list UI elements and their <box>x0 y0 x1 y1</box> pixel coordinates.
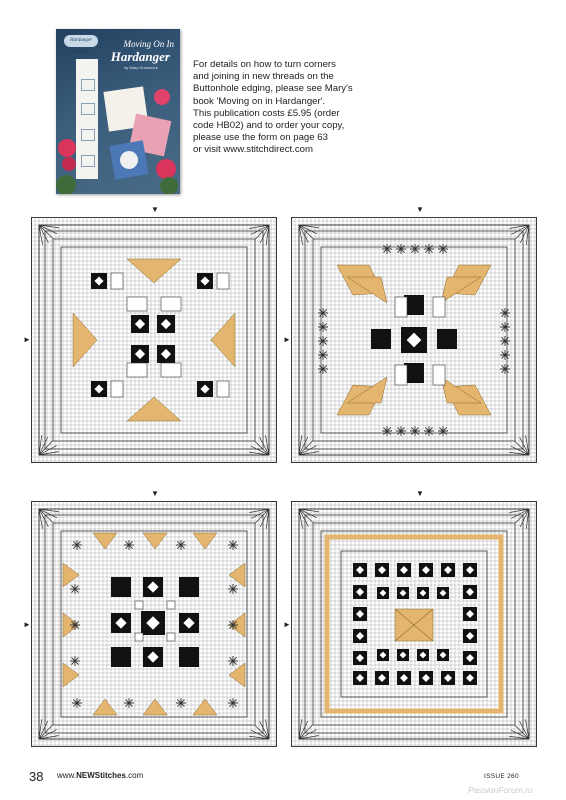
kloster-block <box>179 577 199 597</box>
leaf-decoration <box>160 177 178 194</box>
eyelet-stitch <box>176 698 186 708</box>
chart-frame <box>32 218 277 463</box>
watermark: PassionForum.ru <box>468 785 533 795</box>
white-block <box>127 363 147 377</box>
white-block <box>395 365 407 385</box>
hardanger-chart-2 <box>291 217 537 463</box>
eyelet-stitch <box>124 540 134 550</box>
eyelet-stitch <box>318 308 328 318</box>
eyelet-stitch <box>500 364 510 374</box>
book-title-line1: Moving On In <box>123 39 174 49</box>
eyelet-stitch <box>228 540 238 550</box>
center-marker-left-2: ► <box>283 335 291 344</box>
book-cover-image <box>56 29 180 194</box>
eyelet-stitch <box>424 244 434 254</box>
white-block <box>217 273 229 289</box>
book-author: by Mary Dunsmore <box>124 65 158 70</box>
flower-decoration <box>62 157 76 171</box>
url-brand: NEWStitches <box>76 771 126 780</box>
issue-label: ISSUE 260 <box>484 773 519 780</box>
eyelet-stitch <box>318 364 328 374</box>
eyelet-stitch <box>500 350 510 360</box>
white-block <box>135 601 143 609</box>
white-block <box>167 601 175 609</box>
kloster-block <box>111 647 131 667</box>
chart-graphic <box>31 217 277 463</box>
white-block <box>433 297 445 317</box>
eyelet-stitch <box>382 426 392 436</box>
eyelet-stitch <box>410 426 420 436</box>
eyelet-stitch <box>228 620 238 630</box>
chart-graphic <box>291 501 537 747</box>
eyelet-stitch <box>438 244 448 254</box>
white-block <box>167 633 175 641</box>
eyelet-stitch <box>176 540 186 550</box>
eyelet-stitch <box>500 308 510 318</box>
hardanger-chart-4 <box>291 501 537 747</box>
white-block <box>161 363 181 377</box>
white-block <box>111 381 123 397</box>
flower-decoration <box>156 159 176 179</box>
coaster-blue <box>109 140 148 179</box>
eyelet-stitch <box>424 426 434 436</box>
eyelet-stitch <box>72 540 82 550</box>
chart-graphic <box>31 501 277 747</box>
kloster-block <box>437 329 457 349</box>
url-prefix: www. <box>57 771 77 780</box>
eyelet-stitch <box>318 322 328 332</box>
center-marker-top-2: ▼ <box>416 205 424 214</box>
eyelet-stitch <box>70 584 80 594</box>
eyelet-stitch <box>396 426 406 436</box>
kloster-block <box>371 329 391 349</box>
center-marker-top-4: ▼ <box>416 489 424 498</box>
eyelet-stitch <box>500 336 510 346</box>
eyelet-stitch <box>228 656 238 666</box>
eyelet-stitch <box>438 426 448 436</box>
center-marker-top-1: ▼ <box>151 205 159 214</box>
hardanger-chart-3 <box>31 501 277 747</box>
eyelet-stitch <box>410 244 420 254</box>
eyelet-stitch <box>228 584 238 594</box>
flower-decoration <box>58 139 76 157</box>
eyelet-stitch <box>228 698 238 708</box>
book-info-paragraph: For details on how to turn corners and joining in new threads on the Buttonhole edging, please see Mary's book 'Moving on in Hardanger'. This publication costs £5.95 (order code HB02) and to order your copy, please use the form on page 63 or visit www.stitchdirect.com <box>193 59 353 156</box>
book-title-line2: Hardanger <box>110 49 170 64</box>
eyelet-stitch <box>318 350 328 360</box>
white-block <box>135 633 143 641</box>
eyelet-stitch <box>124 698 134 708</box>
white-block <box>217 381 229 397</box>
eyelet-stitch <box>382 244 392 254</box>
flower-decoration <box>154 89 170 105</box>
eyelet-stitch <box>70 656 80 666</box>
eyelet-stitch <box>396 244 406 254</box>
white-block <box>433 365 445 385</box>
hardanger-chart-1 <box>31 217 277 463</box>
eyelet-stitch <box>500 322 510 332</box>
white-block <box>395 297 407 317</box>
leaf-decoration <box>56 175 76 194</box>
book-series-logo: Hardanger Series <box>64 35 98 47</box>
center-marker-left-1: ► <box>23 335 31 344</box>
url-suffix: .com <box>125 771 144 780</box>
eyelet-stitch <box>72 698 82 708</box>
kloster-block <box>179 647 199 667</box>
magazine-url <box>57 771 143 780</box>
center-marker-left-4: ► <box>283 620 291 629</box>
eyelet-stitch <box>70 620 80 630</box>
eyelet-stitch <box>318 336 328 346</box>
bookmark-illustration <box>76 59 98 179</box>
white-block <box>127 297 147 311</box>
center-marker-top-3: ▼ <box>151 489 159 498</box>
white-block <box>161 297 181 311</box>
chart-graphic <box>291 217 537 463</box>
white-block <box>111 273 123 289</box>
page-number: 38 <box>29 769 44 784</box>
center-marker-left-3: ► <box>23 620 31 629</box>
book-info-text <box>193 59 423 157</box>
kloster-block <box>111 577 131 597</box>
